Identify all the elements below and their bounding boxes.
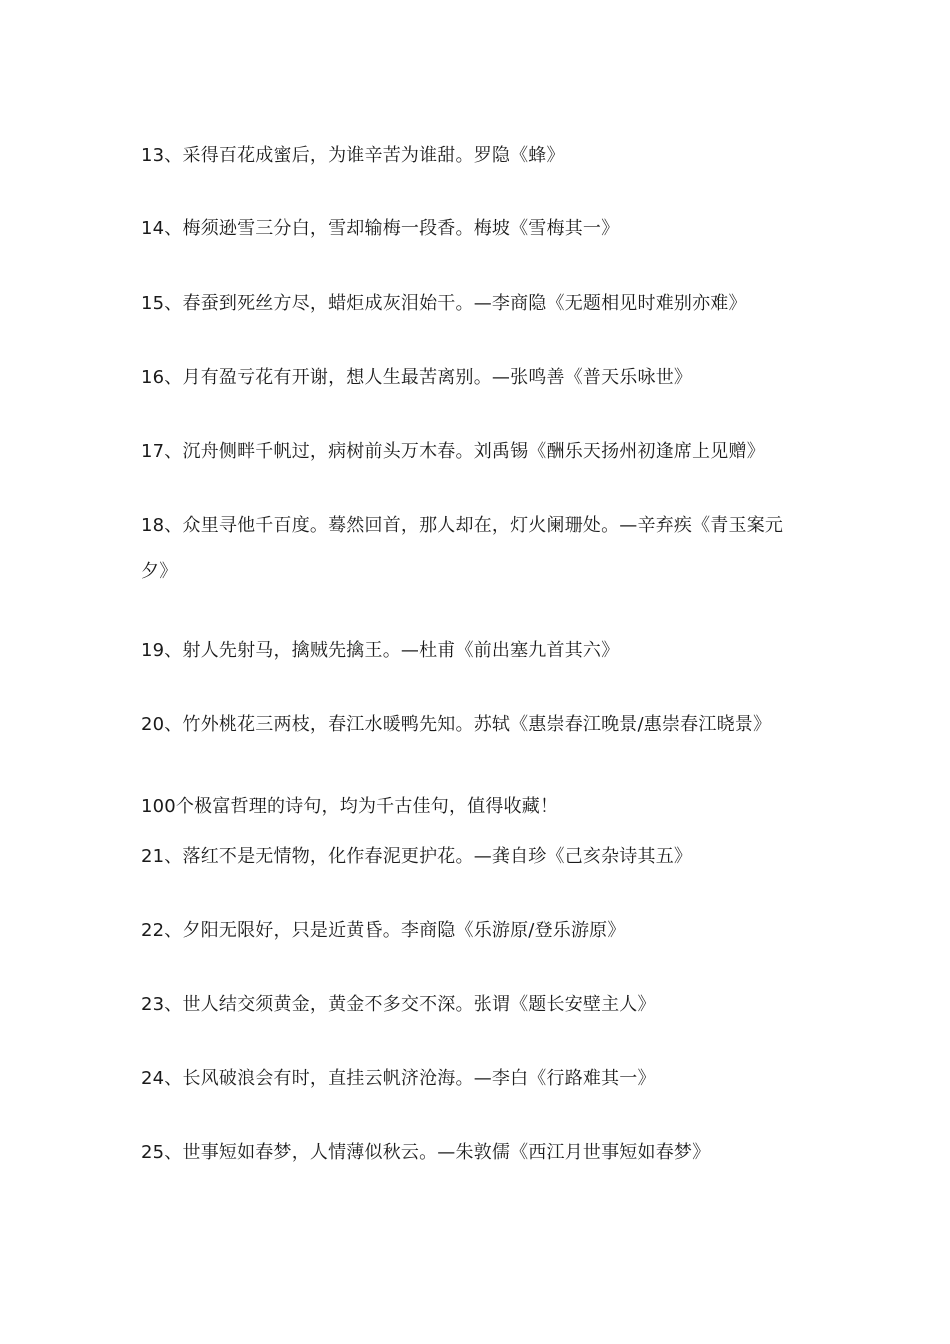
section-heading: 100个极富哲理的诗句，均为千古佳句，值得收藏！	[141, 796, 559, 817]
poem-line-19: 19、射人先射马，擒贼先擒王。—杜甫《前出塞九首其六》	[141, 640, 620, 661]
poem-line-17: 17、沉舟侧畔千帆过，病树前头万木春。刘禹锡《酬乐天扬州初逢席上见赠》	[141, 441, 765, 462]
poem-line-24: 24、长风破浪会有时，直挂云帆济沧海。—李白《行路难其一》	[141, 1068, 656, 1089]
poem-line-14: 14、梅须逊雪三分白，雪却输梅一段香。梅坡《雪梅其一》	[141, 218, 620, 239]
poem-line-22: 22、夕阳无限好，只是近黄昏。李商隐《乐游原/登乐游原》	[141, 920, 626, 941]
poem-line-15: 15、春蚕到死丝方尽，蜡炬成灰泪始干。—李商隐《无题相见时难别亦难》	[141, 293, 747, 314]
poem-line-21: 21、落红不是无情物，化作春泥更护花。—龚自珍《己亥杂诗其五》	[141, 846, 693, 867]
poem-line-23: 23、世人结交须黄金，黄金不多交不深。张谓《题长安壁主人》	[141, 994, 656, 1015]
poem-line-18: 18、众里寻他千百度。蓦然回首，那人却在，灯火阑珊处。—辛弃疾《青玉案元	[141, 515, 784, 536]
poem-line-20: 20、竹外桃花三两枝，春江水暖鸭先知。苏轼《惠崇春江晚景/惠崇春江晓景》	[141, 714, 772, 735]
poem-line-25: 25、世事短如春梦，人情薄似秋云。—朱敦儒《西江月世事短如春梦》	[141, 1142, 711, 1163]
poem-line-16: 16、月有盈亏花有开谢，想人生最苦离别。—张鸣善《普天乐咏世》	[141, 367, 693, 388]
poem-line-18-continued: 夕》	[141, 561, 178, 582]
poem-line-13: 13、采得百花成蜜后，为谁辛苦为谁甜。罗隐《蜂》	[141, 145, 565, 166]
